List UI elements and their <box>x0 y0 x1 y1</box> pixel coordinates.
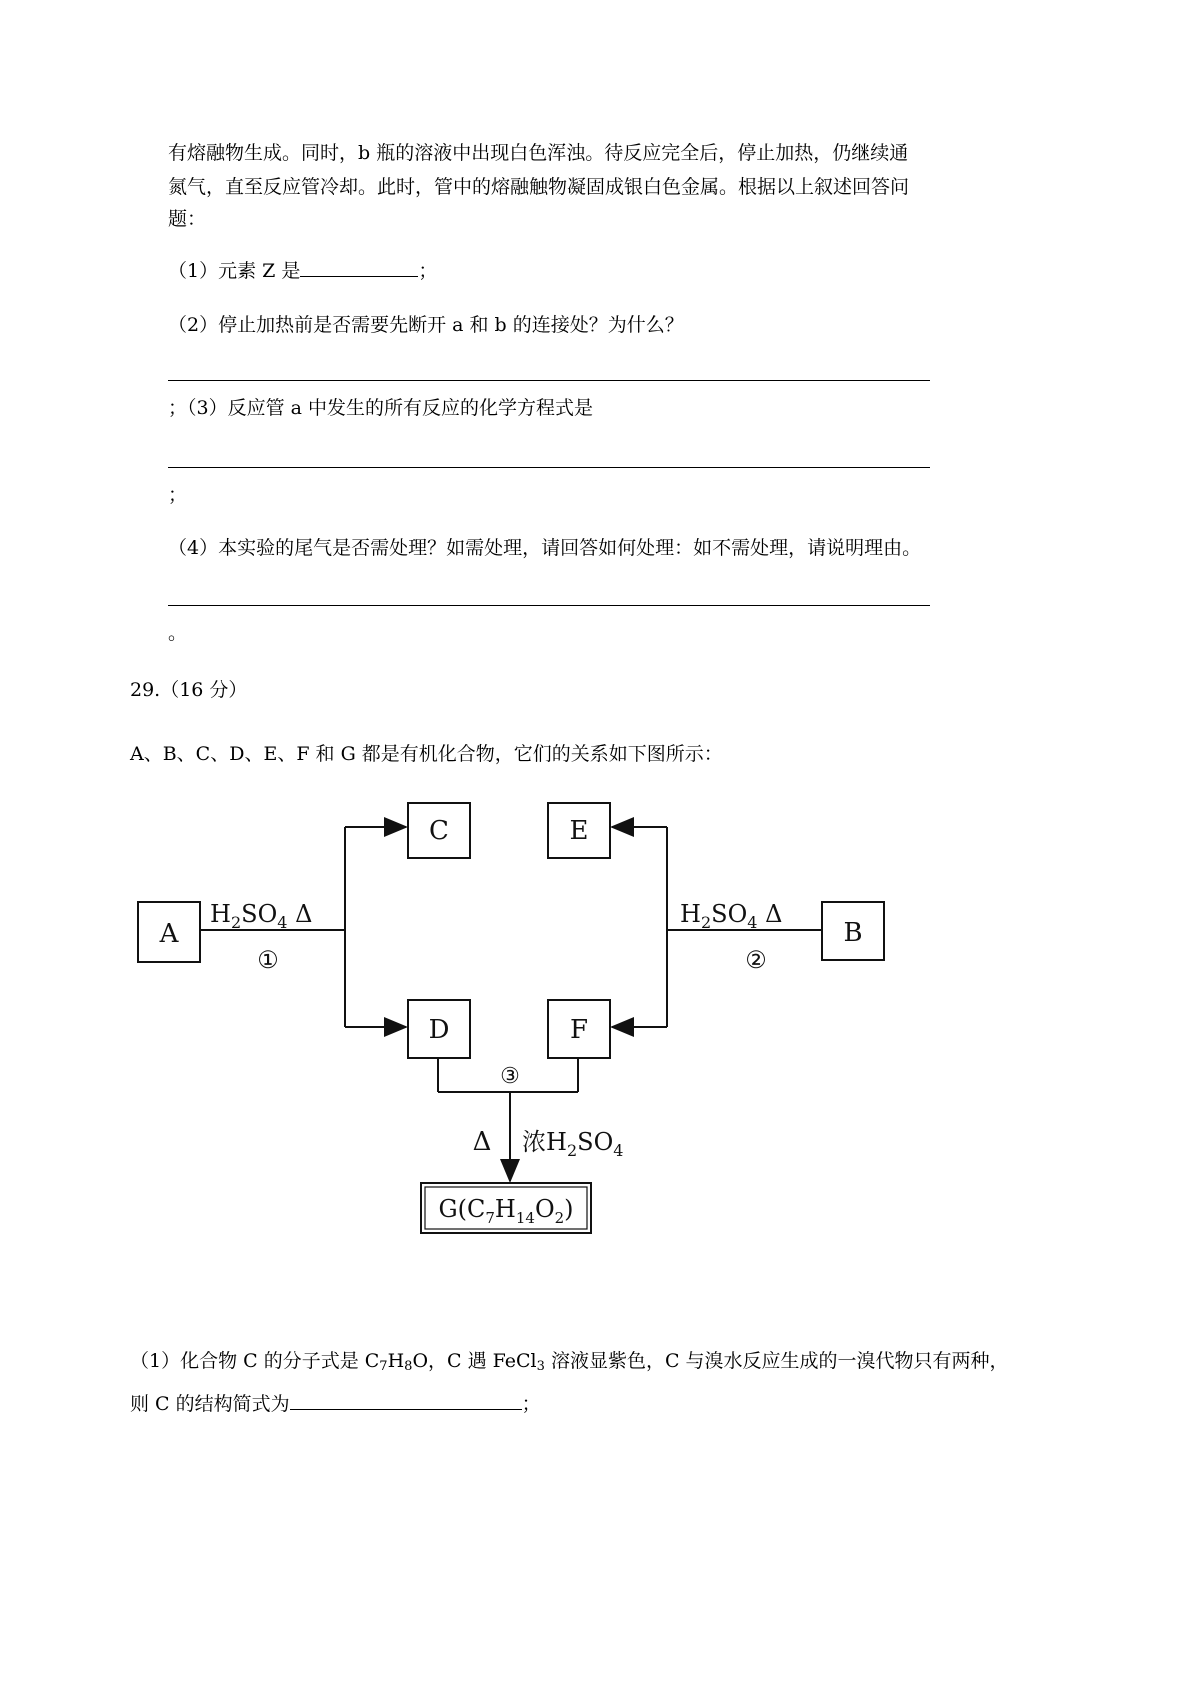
question-29-1-suffix: ； <box>521 1393 541 1415</box>
box-e-label: E <box>569 816 589 846</box>
paragraph-line-3: 题： <box>168 208 207 230</box>
answer-blank-c-structure[interactable] <box>290 1391 522 1410</box>
heat-symbol: Δ <box>472 1127 492 1157</box>
box-c-label: C <box>429 816 449 846</box>
question-28-4: （4）本实验的尾气是否需处理？如需处理，请回答如何处理：如不需处理，请说明理由。 <box>168 537 922 559</box>
question-29-1-line-2 <box>130 1391 541 1416</box>
box-g-label: $G(C_7H_{14}O_2)$ <box>438 1195 574 1227</box>
box-d-label: D <box>428 1015 450 1045</box>
reagent-left: $H_2SO_4$ Δ <box>210 900 313 932</box>
step-1-label: ① <box>257 946 279 974</box>
step-2-label: ② <box>745 946 767 974</box>
question-29-intro: A、B、C、D、E、F 和 G 都是有机化合物，它们的关系如下图所示： <box>130 743 723 765</box>
question-29-1-line-1: （1）化合物 C 的分子式是 $C_7H_8O$，C 遇 FeCl$_3$ 溶液显紫色，C 与溴水反应生成的一溴代物只有两种， <box>130 1350 1009 1374</box>
paragraph-line-1: 有熔融物生成。同时，b 瓶的溶液中出现白色浑浊。待反应完全后，停止加热，仍继续通 <box>168 142 909 164</box>
box-b-label: B <box>843 918 863 948</box>
box-f-label: F <box>569 1015 589 1045</box>
step-3-label: ③ <box>500 1064 520 1089</box>
question-28-3-end: ； <box>168 484 188 506</box>
question-29-1-prefix: 则 C 的结构简式为 <box>130 1393 290 1415</box>
paragraph-line-2: 氮气，直至反应管冷却。此时，管中的熔融触物凝固成银白色金属。根据以上叙述回答问 <box>168 176 910 198</box>
reagent-conc: 浓$H_2SO_4$ <box>522 1128 624 1160</box>
question-28-1-prefix: （1）元素 Z 是 <box>168 260 301 282</box>
reagent-right: $H_2SO_4$ Δ <box>680 900 783 932</box>
question-29-header: 29.（16 分） <box>130 679 248 701</box>
question-28-3: ；（3）反应管 a 中发生的所有反应的化学方程式是 <box>168 397 593 419</box>
question-28-1-suffix: ； <box>418 260 438 282</box>
box-a-label: A <box>159 919 179 949</box>
question-28-2: （2）停止加热前是否需要先断开 a 和 b 的连接处？为什么？ <box>168 314 684 336</box>
question-28-4-end: 。 <box>168 622 188 644</box>
